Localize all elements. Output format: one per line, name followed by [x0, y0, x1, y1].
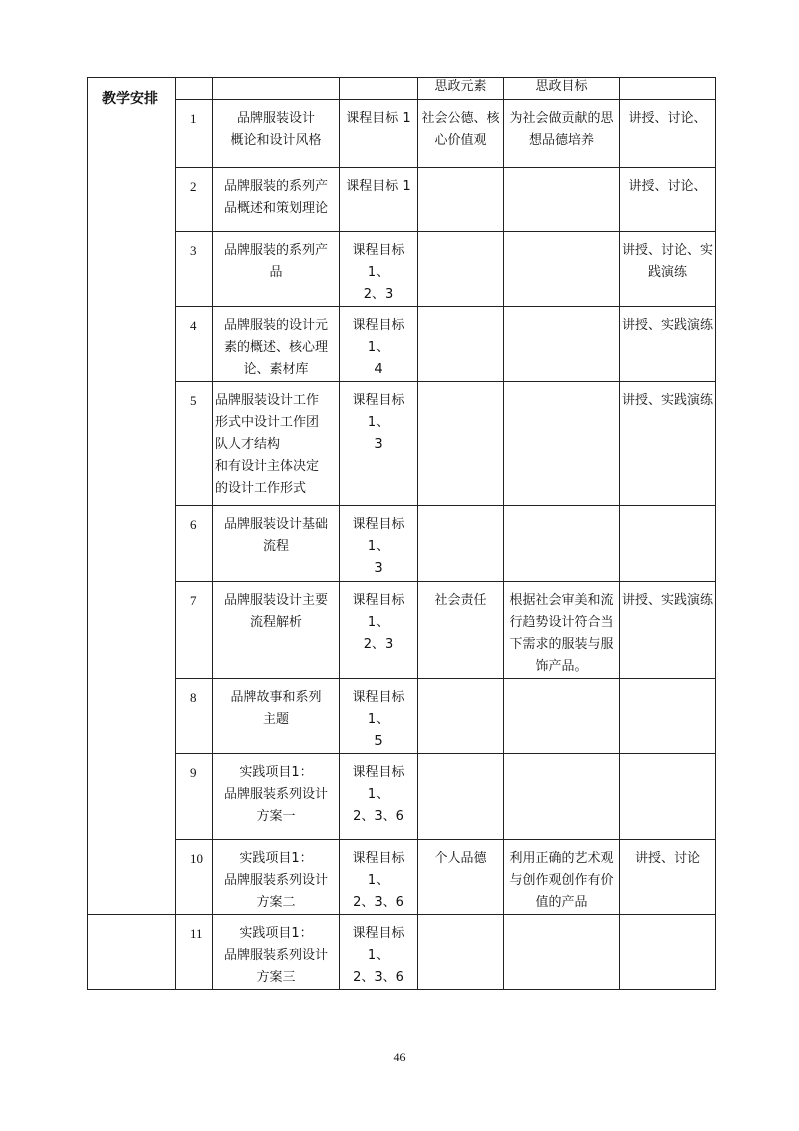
- element: 个人品德: [434, 851, 487, 866]
- course-goal: 课程目标 1、 2、3、6: [352, 851, 405, 910]
- section-label-cell: [88, 78, 176, 915]
- course-goal: 课程目标 1、 2、3、6: [352, 765, 405, 824]
- header-row: [88, 78, 716, 100]
- course-goal: 课程目标 1、 2、3、6: [352, 926, 405, 985]
- row-number: 7: [190, 593, 197, 608]
- row-number: 11: [190, 926, 203, 941]
- course-goal: 课程目标 1、 3: [352, 393, 405, 452]
- topic: 实践项目1： 品牌服装系列设计 方案三: [223, 926, 328, 985]
- aim: 根据社会审美和流 行趋势设计符合当 下需求的服装与服 饰产品。: [509, 593, 614, 674]
- topic: 品牌服装的系列产 品: [223, 243, 328, 280]
- method: [620, 754, 715, 762]
- course-goal: 课程目标 1、 2、3: [352, 593, 405, 652]
- section-label-cell-empty: [88, 915, 176, 990]
- table-row: [88, 168, 716, 232]
- section-label: 教学安排: [102, 91, 158, 107]
- topic: 实践项目1： 品牌服装系列设计 方案二: [223, 851, 328, 910]
- element: [418, 382, 503, 390]
- element: [418, 506, 503, 514]
- method: 讲授、实践演练: [621, 318, 713, 333]
- topic: 品牌服装设计主要 流程解析: [223, 593, 328, 630]
- row-number: 3: [190, 243, 197, 258]
- row-number: 10: [190, 851, 203, 866]
- method: 讲授、讨论: [634, 851, 700, 866]
- aim: [504, 679, 619, 687]
- header-cell: [340, 78, 418, 100]
- row-number: 1: [190, 111, 197, 126]
- schedule-table: [87, 77, 716, 990]
- topic: 实践项目1： 品牌服装系列设计 方案一: [223, 765, 328, 824]
- course-goal: 课程目标 1、 3: [352, 517, 405, 576]
- course-goal: 课程目标 1、 5: [352, 690, 405, 749]
- header-cell: [213, 78, 340, 100]
- course-goal: 课程目标 1: [346, 111, 411, 126]
- page-number: 46: [393, 1050, 406, 1064]
- topic: 品牌服装设计工作 形式中设计工作团 队人才结构 和有设计主体决定 的设计工作形式: [215, 393, 320, 496]
- method: 讲授、讨论、: [628, 179, 707, 194]
- aim: 为社会做贡献的思 想品德培养: [509, 111, 614, 148]
- aim: [504, 307, 619, 315]
- method: [620, 915, 715, 923]
- aim: 利用正确的艺术观 与创作观创作有价 值的产品: [509, 851, 614, 910]
- method: [620, 506, 715, 514]
- method: [620, 679, 715, 687]
- topic: 品牌服装的设计元 素的概述、核心理 论、素材库: [223, 318, 328, 377]
- topic: 品牌故事和系列 主题: [230, 690, 322, 727]
- table-row: [88, 840, 716, 915]
- table-row: [88, 382, 716, 506]
- course-goal: 课程目标 1、 2、3: [352, 243, 405, 302]
- topic: 品牌服装的系列产 品概述和策划理论: [223, 179, 328, 216]
- element: [418, 307, 503, 315]
- element: [418, 915, 503, 923]
- row-number: 6: [190, 517, 197, 532]
- table-row: [88, 754, 716, 840]
- row-number: 5: [190, 393, 197, 408]
- method: 讲授、实践演练: [621, 393, 713, 408]
- topic: 品牌服装设计 概论和设计风格: [230, 111, 322, 148]
- method: 讲授、讨论、: [628, 111, 707, 126]
- table-row: [88, 307, 716, 382]
- row-number: 8: [190, 690, 197, 705]
- course-goal: 课程目标 1: [346, 179, 411, 194]
- aim: [504, 754, 619, 762]
- row-number: 2: [190, 179, 197, 194]
- element: [418, 232, 503, 240]
- element: 社会责任: [434, 593, 487, 608]
- aim: [504, 382, 619, 390]
- topic: 品牌服装设计基础 流程: [223, 517, 328, 554]
- header-cell: [620, 78, 716, 100]
- header-cell-element: 思政元素: [418, 78, 504, 100]
- method: 讲授、讨论、实 践演练: [621, 243, 713, 280]
- table-row: [88, 582, 716, 679]
- header-cell-aim: 思政目标: [504, 78, 620, 100]
- table-row: [88, 232, 716, 307]
- aim: [504, 232, 619, 240]
- aim: [504, 506, 619, 514]
- element: [418, 754, 503, 762]
- course-goal: 课程目标 1、 4: [352, 318, 405, 377]
- row-number: 4: [190, 318, 197, 333]
- table-row: [88, 506, 716, 582]
- element: 社会公德、核 心价值观: [421, 111, 500, 148]
- aim: [504, 168, 619, 176]
- table-row: [88, 100, 716, 168]
- element: [418, 168, 503, 176]
- row-number: 9: [190, 765, 197, 780]
- table-row: [88, 915, 716, 990]
- header-cell: [176, 78, 213, 100]
- table-row: [88, 679, 716, 754]
- aim: [504, 915, 619, 923]
- method: 讲授、实践演练: [621, 593, 713, 608]
- element: [418, 679, 503, 687]
